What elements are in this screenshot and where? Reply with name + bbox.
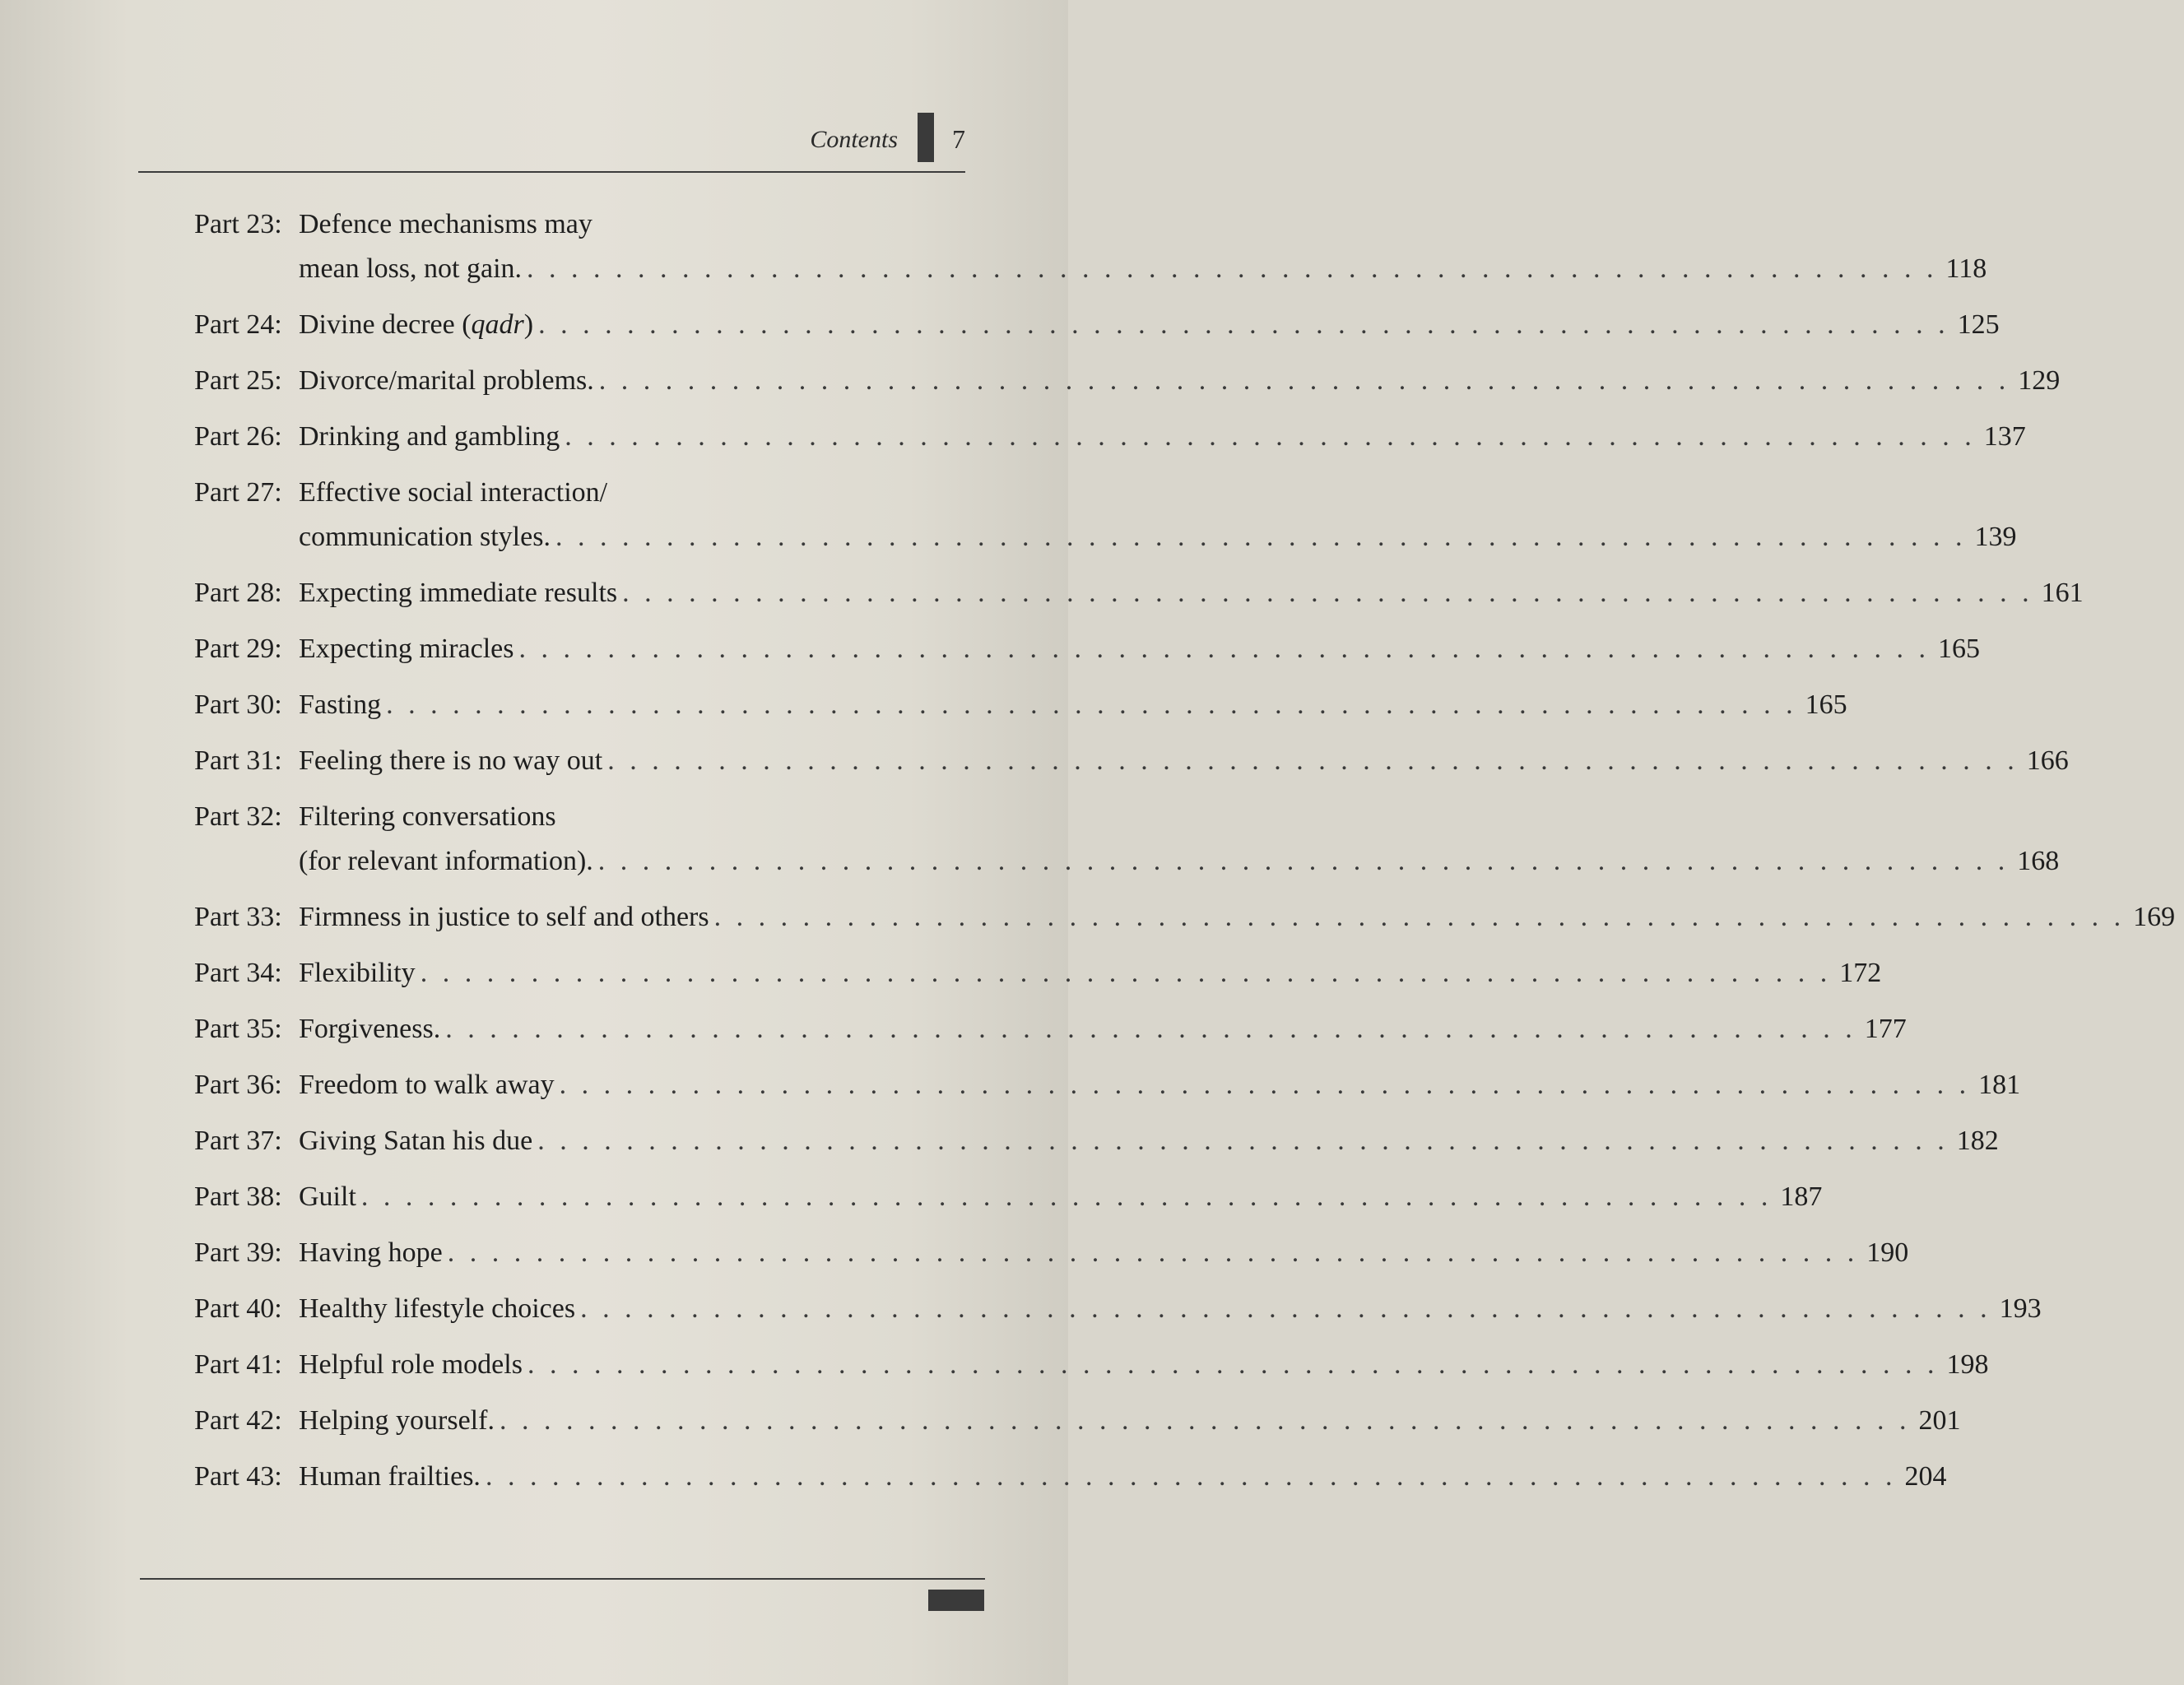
toc-part-label: Part 34:: [194, 958, 282, 988]
toc-entry-title: Divine decree (qadr): [299, 309, 534, 340]
toc-entry-line: [194, 1175, 1823, 1219]
dot-leader: . . . . . . . . . . . . . . . . . . . . . . . . . . . . . . . . . . . . . . . . . . . . . . . . . . . . . . . . . . . . . . . .: [420, 958, 1832, 988]
toc-entry: [194, 359, 2061, 403]
toc-page-number: 204: [1904, 1461, 1947, 1492]
toc-page-number: 177: [1864, 1014, 1907, 1044]
toc-part-label: Part 43:: [194, 1461, 282, 1492]
table-of-contents: [194, 202, 2176, 1511]
toc-entry-title: Forgiveness.: [299, 1014, 441, 1044]
toc-part-label: Part 37:: [194, 1126, 282, 1156]
toc-entry-title: Helping yourself.: [299, 1405, 495, 1436]
toc-part-label: Part 31:: [194, 745, 282, 776]
toc-entry-title: Guilt: [299, 1181, 356, 1212]
toc-entry: [194, 1343, 1989, 1387]
toc-page-number: 139: [1974, 522, 2017, 552]
page-header: [138, 111, 965, 170]
toc-entry: [194, 471, 2017, 559]
toc-entry-title: Giving Satan his due: [299, 1126, 533, 1156]
toc-entry-line: [194, 951, 1882, 996]
toc-entry-line: [194, 415, 2026, 459]
toc-entry: [194, 795, 2060, 884]
dot-leader: . . . . . . . . . . . . . . . . . . . . . . . . . . . . . . . . . . . . . . . . . . . . . . . . . . . . . . . . . . . . . . . .: [597, 846, 2010, 876]
toc-entry: [194, 951, 1882, 996]
toc-page-number: 181: [1978, 1070, 2021, 1100]
toc-entry-line: [194, 303, 2000, 347]
toc-entry-title: Filtering conversations: [299, 801, 556, 832]
dot-leader: . . . . . . . . . . . . . . . . . . . . . . . . . . . . . . . . . . . . . . . . . . . . . . . . . . . . . . . . . . . . . . . .: [447, 1237, 1859, 1268]
toc-entry-title: Flexibility: [299, 958, 416, 988]
toc-entry-line: [194, 471, 968, 515]
dot-leader: . . . . . . . . . . . . . . . . . . . . . . . . . . . . . . . . . . . . . . . . . . . . . . . . . . . . . . . . . . . . . . . .: [713, 902, 2126, 932]
toc-entry-title: Divorce/marital problems.: [299, 365, 594, 396]
toc-part-label: Part 32:: [194, 801, 282, 832]
toc-entry: [194, 1231, 1909, 1275]
toc-entry-line: [194, 515, 2017, 559]
toc-part-label: Part 30:: [194, 689, 282, 720]
toc-page-number: 172: [1839, 958, 1882, 988]
toc-entry-line: [194, 739, 2069, 783]
toc-entry-line: [194, 1007, 1907, 1051]
toc-part-label: Part 23:: [194, 209, 282, 239]
toc-entry: [194, 683, 1847, 727]
toc-entry-line: [194, 839, 2060, 884]
dot-leader: . . . . . . . . . . . . . . . . . . . . . . . . . . . . . . . . . . . . . . . . . . . . . . . . . . . . . . . . . . . . . . . .: [538, 309, 1949, 340]
toc-entry-title: mean loss, not gain.: [299, 253, 523, 284]
toc-page-number: 201: [1918, 1405, 1961, 1436]
dot-leader: . . . . . . . . . . . . . . . . . . . . . . . . . . . . . . . . . . . . . . . . . . . . . . . . . . . . . . . . . . . . . . . .: [565, 421, 1976, 452]
dot-leader: . . . . . . . . . . . . . . . . . . . . . . . . . . . . . . . . . . . . . . . . . . . . . . . . . . . . . . . . . . . . . . . .: [360, 1181, 1773, 1212]
dot-leader: . . . . . . . . . . . . . . . . . . . . . . . . . . . . . . . . . . . . . . . . . . . . . . . . . . . . . . . . . . . . . . . .: [580, 1293, 1991, 1324]
dot-leader: . . . . . . . . . . . . . . . . . . . . . . . . . . . . . . . . . . . . . . . . . . . . . . . . . . . . . . . . . . . . . . . .: [527, 1349, 1939, 1380]
toc-entry-title: communication styles.: [299, 522, 551, 552]
toc-entry-title: Feeling there is no way out: [299, 745, 603, 776]
toc-entry-line: [194, 1063, 2021, 1107]
toc-entry: [194, 1175, 1823, 1219]
toc-page-number: 193: [1999, 1293, 2042, 1324]
toc-part-label: Part 35:: [194, 1014, 282, 1044]
toc-entry-title: Defence mechanisms may: [299, 209, 592, 239]
toc-part-label: Part 24:: [194, 309, 282, 340]
dot-leader: . . . . . . . . . . . . . . . . . . . . . . . . . . . . . . . . . . . . . . . . . . . . . . . . . . . . . . . . . . . . . . . .: [386, 689, 1797, 720]
toc-entry-title: Expecting immediate results: [299, 578, 618, 608]
toc-part-label: Part 38:: [194, 1181, 282, 1212]
footer-bar-mark: [928, 1590, 984, 1611]
header-bar-mark: [918, 113, 934, 162]
header-rule: [138, 171, 965, 173]
toc-entry-line: [194, 683, 1847, 727]
dot-leader: . . . . . . . . . . . . . . . . . . . . . . . . . . . . . . . . . . . . . . . . . . . . . . . . . . . . . . . . . . . . . . . .: [485, 1461, 1897, 1492]
dot-leader: . . . . . . . . . . . . . . . . . . . . . . . . . . . . . . . . . . . . . . . . . . . . . . . . . . . . . . . . . . . . . . . .: [527, 253, 1938, 284]
toc-part-label: Part 36:: [194, 1070, 282, 1100]
toc-entry-title: Fasting: [299, 689, 382, 720]
toc-entry-line: [194, 247, 1987, 291]
toc-entry-title: Drinking and gambling: [299, 421, 560, 452]
page-number: 7: [952, 124, 965, 154]
toc-entry-line: [194, 202, 968, 247]
toc-page-number: 169: [2133, 902, 2176, 932]
toc-part-label: Part 41:: [194, 1349, 282, 1380]
toc-entry-title: Having hope: [299, 1237, 443, 1268]
toc-entry: [194, 895, 2176, 940]
toc-entry-title: Healthy lifestyle choices: [299, 1293, 576, 1324]
dot-leader: . . . . . . . . . . . . . . . . . . . . . . . . . . . . . . . . . . . . . . . . . . . . . . . . . . . . . . . . . . . . . . . .: [607, 745, 2019, 776]
toc-entry-title: Human frailties.: [299, 1461, 481, 1492]
dot-leader: . . . . . . . . . . . . . . . . . . . . . . . . . . . . . . . . . . . . . . . . . . . . . . . . . . . . . . . . . . . . . . . .: [622, 578, 2033, 608]
dot-leader: . . . . . . . . . . . . . . . . . . . . . . . . . . . . . . . . . . . . . . . . . . . . . . . . . . . . . . . . . . . . . . . .: [537, 1126, 1949, 1156]
toc-part-label: Part 33:: [194, 902, 282, 932]
toc-entry: [194, 415, 2026, 459]
toc-entry-line: [194, 795, 968, 839]
toc-entry-line: [194, 627, 1981, 671]
toc-entry: [194, 1455, 1947, 1499]
toc-part-label: Part 39:: [194, 1237, 282, 1268]
toc-entry-line: [194, 1399, 1961, 1443]
toc-part-label: Part 25:: [194, 365, 282, 396]
toc-page-number: 198: [1946, 1349, 1989, 1380]
toc-page-number: 165: [1938, 634, 1981, 664]
toc-entry-line: [194, 1455, 1947, 1499]
dot-leader: . . . . . . . . . . . . . . . . . . . . . . . . . . . . . . . . . . . . . . . . . . . . . . . . . . . . . . . . . . . . . . . .: [499, 1405, 1911, 1436]
dot-leader: . . . . . . . . . . . . . . . . . . . . . . . . . . . . . . . . . . . . . . . . . . . . . . . . . . . . . . . . . . . . . . . .: [559, 1070, 1971, 1100]
toc-page-number: 161: [2041, 578, 2084, 608]
toc-entry-title: Effective social interaction/: [299, 477, 608, 508]
toc-page-number: 129: [2018, 365, 2061, 396]
toc-entry-title: (for relevant information).: [299, 846, 593, 876]
dot-leader: . . . . . . . . . . . . . . . . . . . . . . . . . . . . . . . . . . . . . . . . . . . . . . . . . . . . . . . . . . . . . . . .: [598, 365, 2010, 396]
toc-entry: [194, 202, 1987, 291]
footer-rule: [140, 1578, 985, 1580]
toc-page-number: 165: [1805, 689, 1847, 720]
toc-entry-line: [194, 1343, 1989, 1387]
toc-part-label: Part 40:: [194, 1293, 282, 1324]
toc-entry: [194, 1399, 1961, 1443]
toc-entry: [194, 1063, 2021, 1107]
toc-page-number: 125: [1957, 309, 2000, 340]
toc-part-label: Part 42:: [194, 1405, 282, 1436]
toc-entry-title: Firmness in justice to self and others: [299, 902, 709, 932]
toc-entry-line: [194, 1119, 1999, 1163]
toc-entry: [194, 627, 1981, 671]
toc-part-label: Part 28:: [194, 578, 282, 608]
toc-page-number: 190: [1866, 1237, 1909, 1268]
toc-entry: [194, 1119, 1999, 1163]
toc-entry-title: Helpful role models: [299, 1349, 523, 1380]
toc-part-label: Part 29:: [194, 634, 282, 664]
toc-page-number: 166: [2026, 745, 2069, 776]
toc-page-number: 137: [1983, 421, 2026, 452]
toc-entry-line: [194, 895, 2176, 940]
toc-entry: [194, 739, 2069, 783]
toc-entry-line: [194, 571, 2084, 615]
toc-entry: [194, 303, 2000, 347]
toc-page-number: 182: [1956, 1126, 1999, 1156]
toc-entry: [194, 1287, 2042, 1331]
toc-page-number: 168: [2017, 846, 2060, 876]
toc-part-label: Part 26:: [194, 421, 282, 452]
dot-leader: . . . . . . . . . . . . . . . . . . . . . . . . . . . . . . . . . . . . . . . . . . . . . . . . . . . . . . . . . . . . . . . .: [518, 634, 1931, 664]
toc-page-number: 187: [1780, 1181, 1823, 1212]
dot-leader: . . . . . . . . . . . . . . . . . . . . . . . . . . . . . . . . . . . . . . . . . . . . . . . . . . . . . . . . . . . . . . . .: [445, 1014, 1856, 1044]
toc-entry: [194, 1007, 1907, 1051]
toc-entry-title: Expecting miracles: [299, 634, 514, 664]
running-head: Contents: [810, 126, 898, 153]
dot-leader: . . . . . . . . . . . . . . . . . . . . . . . . . . . . . . . . . . . . . . . . . . . . . . . . . . . . . . . . . . . . . . . .: [555, 522, 1967, 552]
toc-part-label: Part 27:: [194, 477, 282, 508]
toc-entry-line: [194, 359, 2061, 403]
toc-entry: [194, 571, 2084, 615]
toc-page-number: 118: [1945, 253, 1987, 284]
toc-entry-line: [194, 1287, 2042, 1331]
toc-entry-title: Freedom to walk away: [299, 1070, 555, 1100]
toc-entry-line: [194, 1231, 1909, 1275]
